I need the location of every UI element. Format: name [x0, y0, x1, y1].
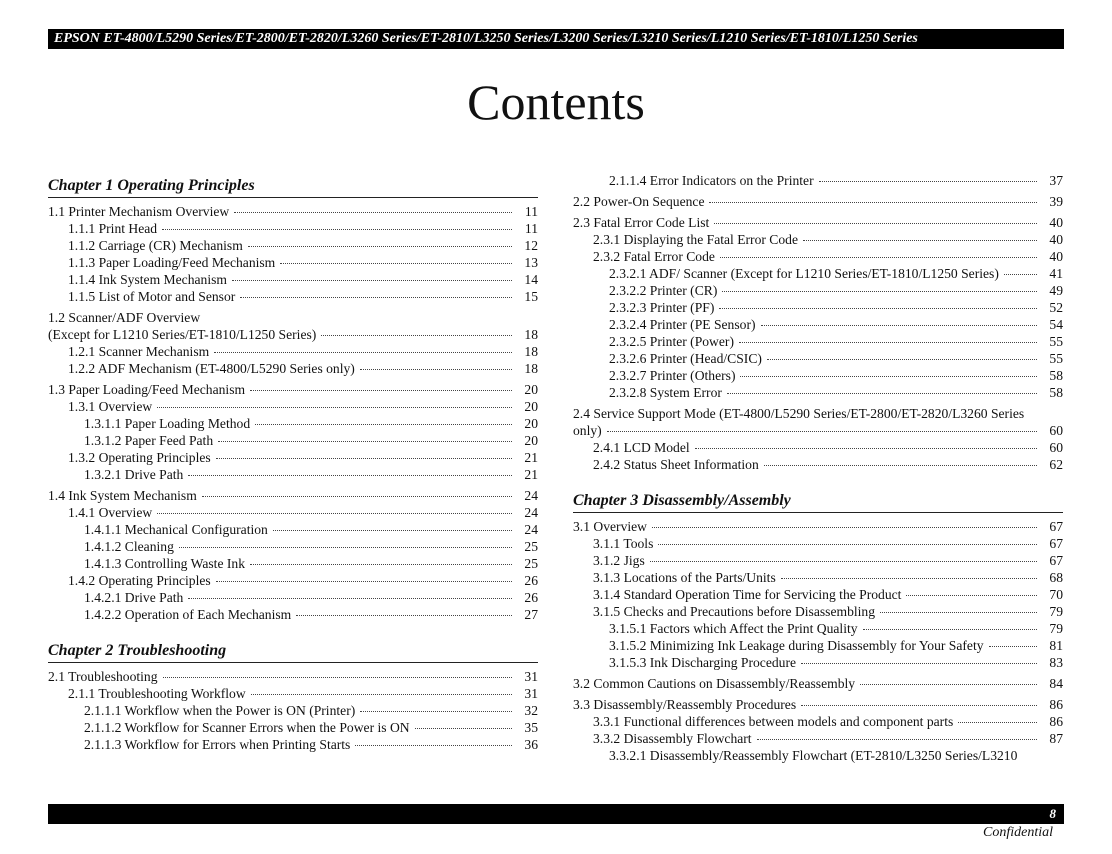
page-number: 60	[1049, 440, 1063, 455]
page-number: 31	[524, 669, 538, 684]
toc-entry[interactable]: 2.3.2.3 Printer (PF) 52	[609, 300, 1063, 315]
toc-entry[interactable]: 2.3.2.7 Printer (Others) 58	[609, 368, 1063, 383]
toc-entry[interactable]: 1.4.1 Overview 24	[68, 505, 538, 520]
page-number: 14	[524, 272, 538, 287]
toc-entry[interactable]: 2.1.1.1 Workflow when the Power is ON (Printer) 32	[84, 703, 538, 718]
toc-entry[interactable]: 3.1 Overview 67	[573, 519, 1063, 534]
page-number: 68	[1049, 570, 1063, 585]
page-number: 32	[524, 703, 538, 718]
page-number: 13	[524, 255, 538, 270]
page-number: 24	[524, 505, 538, 520]
page-number: 20	[524, 382, 538, 397]
header-series-bar	[48, 29, 1064, 49]
page-number: 15	[524, 289, 538, 304]
chapter-2-heading: Chapter 2 Troubleshooting	[48, 637, 538, 663]
toc-entry[interactable]: 1.3.1.2 Paper Feed Path 20	[84, 433, 538, 448]
page-number: 18	[524, 327, 538, 342]
page-number: 24	[524, 488, 538, 503]
toc-entry[interactable]: 1.1.3 Paper Loading/Feed Mechanism 13	[68, 255, 538, 270]
toc-entry[interactable]: 2.3.2 Fatal Error Code 40	[593, 249, 1063, 264]
page-number: 25	[524, 556, 538, 571]
toc-entry[interactable]: 1.1.2 Carriage (CR) Mechanism 12	[68, 238, 538, 253]
page-number: 79	[1049, 621, 1063, 636]
page-number: 21	[524, 450, 538, 465]
page-number: 41	[1049, 266, 1063, 281]
page-number: 27	[524, 607, 538, 622]
page-number: 40	[1049, 215, 1063, 230]
page-number: 55	[1049, 351, 1063, 366]
page-number: 20	[524, 416, 538, 431]
toc-entry[interactable]: 3.1.1 Tools 67	[593, 536, 1063, 551]
page-number: 67	[1049, 519, 1063, 534]
toc-entry[interactable]: only) 60	[573, 423, 1063, 438]
chapter-1-heading: Chapter 1 Operating Principles	[48, 172, 538, 198]
toc-entry[interactable]: 2.1.1.3 Workflow for Errors when Printing Starts 36	[84, 737, 538, 752]
page-number: 37	[1049, 173, 1063, 188]
toc-entry[interactable]: 1.3.1 Overview 20	[68, 399, 538, 414]
page-number: 52	[1049, 300, 1063, 315]
page-number: 67	[1049, 536, 1063, 551]
toc-entry[interactable]: 2.3.2.5 Printer (Power) 55	[609, 334, 1063, 349]
toc-entry[interactable]: 1.2.2 ADF Mechanism (ET-4800/L5290 Series only) 18	[68, 361, 538, 376]
toc-entry[interactable]: 2.2 Power-On Sequence 39	[573, 194, 1063, 209]
toc-entry[interactable]: 3.3.2 Disassembly Flowchart 87	[593, 731, 1063, 746]
toc-entry[interactable]: 1.3.2.1 Drive Path 21	[84, 467, 538, 482]
page-number: 20	[524, 433, 538, 448]
page-number: 26	[524, 573, 538, 588]
toc-entry[interactable]: 2.4.1 LCD Model 60	[593, 440, 1063, 455]
page-number: 35	[524, 720, 538, 735]
toc-entry[interactable]: 2.3.2.4 Printer (PE Sensor) 54	[609, 317, 1063, 332]
toc-entry-line1[interactable]: 2.4 Service Support Mode (ET-4800/L5290 Series/ET-2800/ET-2820/L3260 Series	[573, 406, 1025, 421]
toc-entry[interactable]: 2.1 Troubleshooting 31	[48, 669, 538, 684]
toc-entry[interactable]: 3.1.5.1 Factors which Affect the Print Quality 79	[609, 621, 1063, 636]
page-number: 86	[1049, 714, 1063, 729]
page-number: 62	[1049, 457, 1063, 472]
page-number: 39	[1049, 194, 1063, 209]
confidential-label: Confidential	[983, 825, 1053, 840]
page-number: 40	[1049, 249, 1063, 264]
toc-entry[interactable]: (Except for L1210 Series/ET-1810/L1250 Series) 18	[48, 327, 538, 342]
toc-entry-line1[interactable]: 3.3.2.1 Disassembly/Reassembly Flowchart (ET-2810/L3250 Series/L3210	[609, 748, 1018, 763]
page-title: Contents	[467, 74, 645, 130]
toc-entry[interactable]: 3.1.5.2 Minimizing Ink Leakage during Disassembly for Your Safety 81	[609, 638, 1063, 653]
toc-entry[interactable]: 3.1.5 Checks and Precautions before Disassembling 79	[593, 604, 1063, 619]
page-number: 40	[1049, 232, 1063, 247]
toc-entry[interactable]: 3.2 Common Cautions on Disassembly/Reassembly 84	[573, 676, 1063, 691]
page-number: 18	[524, 361, 538, 376]
page-number: 20	[524, 399, 538, 414]
page-number: 24	[524, 522, 538, 537]
page-number: 84	[1049, 676, 1063, 691]
toc-entry[interactable]: 1.4.1.1 Mechanical Configuration 24	[84, 522, 538, 537]
toc-entry[interactable]: 2.4.2 Status Sheet Information 62	[593, 457, 1063, 472]
toc-entry[interactable]: 2.3.2.1 ADF/ Scanner (Except for L1210 Series/ET-1810/L1250 Series) 41	[609, 266, 1063, 281]
page-number: 21	[524, 467, 538, 482]
page-number: 58	[1049, 385, 1063, 400]
toc-entry[interactable]: 3.3 Disassembly/Reassembly Procedures 86	[573, 697, 1063, 712]
footer-bar	[48, 804, 1064, 824]
page-number: 81	[1049, 638, 1063, 653]
toc-entry-line1[interactable]: 1.2 Scanner/ADF Overview	[48, 310, 201, 325]
page-number: 49	[1049, 283, 1063, 298]
toc-right-column	[573, 172, 1063, 764]
toc-entry[interactable]: 2.1.1 Troubleshooting Workflow 31	[68, 686, 538, 701]
page-number: 60	[1049, 423, 1063, 438]
page-number: 67	[1049, 553, 1063, 568]
toc-entry[interactable]: 1.4.2.1 Drive Path 26	[84, 590, 538, 605]
header-series-text: EPSON ET-4800/L5290 Series/ET-2800/ET-2820/L3260 Series/ET-2810/L3250 Series/L3200 Series/L3210 Series/L1210 Series/ET-1810/L1250 Series	[54, 31, 918, 46]
toc-entry[interactable]: 1.1.4 Ink System Mechanism 14	[68, 272, 538, 287]
toc-entry[interactable]: 3.1.3 Locations of the Parts/Units 68	[593, 570, 1063, 585]
page-number: 87	[1049, 731, 1063, 746]
toc-entry[interactable]: 1.4.1.3 Controlling Waste Ink 25	[84, 556, 538, 571]
toc-entry[interactable]: 1.1 Printer Mechanism Overview 11	[48, 204, 538, 219]
footer-page-number: 8	[1049, 806, 1056, 821]
page-number: 26	[524, 590, 538, 605]
toc-entry[interactable]: 2.3.2.8 System Error 58	[609, 385, 1063, 400]
page-number: 11	[524, 221, 538, 236]
toc-entry[interactable]: 1.3 Paper Loading/Feed Mechanism 20	[48, 382, 538, 397]
chapter-3-heading: Chapter 3 Disassembly/Assembly	[573, 487, 1063, 513]
toc-entry[interactable]: 1.1.1 Print Head 11	[68, 221, 538, 236]
toc-entry[interactable]: 1.3.1.1 Paper Loading Method 20	[84, 416, 538, 431]
toc-entry[interactable]: 2.3.2.6 Printer (Head/CSIC) 55	[609, 351, 1063, 366]
page-number: 83	[1049, 655, 1063, 670]
page-number: 12	[524, 238, 538, 253]
toc-entry[interactable]: 1.4 Ink System Mechanism 24	[48, 488, 538, 503]
toc-entry[interactable]: 2.3.2.2 Printer (CR) 49	[609, 283, 1063, 298]
toc-entry[interactable]: 3.1.5.3 Ink Discharging Procedure 83	[609, 655, 1063, 670]
toc-entry[interactable]: 2.3.1 Displaying the Fatal Error Code 40	[593, 232, 1063, 247]
toc-entry[interactable]: 3.1.4 Standard Operation Time for Servicing the Product 70	[593, 587, 1063, 602]
page-number: 25	[524, 539, 538, 554]
toc-entry[interactable]: 1.1.5 List of Motor and Sensor 15	[68, 289, 538, 304]
page-number: 79	[1049, 604, 1063, 619]
toc-entry[interactable]: 2.3 Fatal Error Code List 40	[573, 215, 1063, 230]
toc-entry[interactable]: 1.3.2 Operating Principles 21	[68, 450, 538, 465]
toc-left-column	[48, 172, 538, 753]
page-number: 70	[1049, 587, 1063, 602]
page-number: 31	[524, 686, 538, 701]
page-number: 55	[1049, 334, 1063, 349]
toc-entry[interactable]: 2.1.1.2 Workflow for Scanner Errors when the Power is ON 35	[84, 720, 538, 735]
toc-entry[interactable]: 3.3.1 Functional differences between models and component parts 86	[593, 714, 1063, 729]
page-number: 11	[524, 204, 538, 219]
page-number: 18	[524, 344, 538, 359]
toc-entry[interactable]: 1.4.1.2 Cleaning 25	[84, 539, 538, 554]
page-number: 54	[1049, 317, 1063, 332]
page-number: 58	[1049, 368, 1063, 383]
page-number: 36	[524, 737, 538, 752]
toc-entry[interactable]: 1.2.1 Scanner Mechanism 18	[68, 344, 538, 359]
page-number: 86	[1049, 697, 1063, 712]
toc-entry[interactable]: 2.1.1.4 Error Indicators on the Printer 37	[609, 173, 1063, 188]
toc-entry[interactable]: 1.4.2 Operating Principles 26	[68, 573, 538, 588]
toc-entry[interactable]: 1.4.2.2 Operation of Each Mechanism 27	[84, 607, 538, 622]
toc-entry[interactable]: 3.1.2 Jigs 67	[593, 553, 1063, 568]
